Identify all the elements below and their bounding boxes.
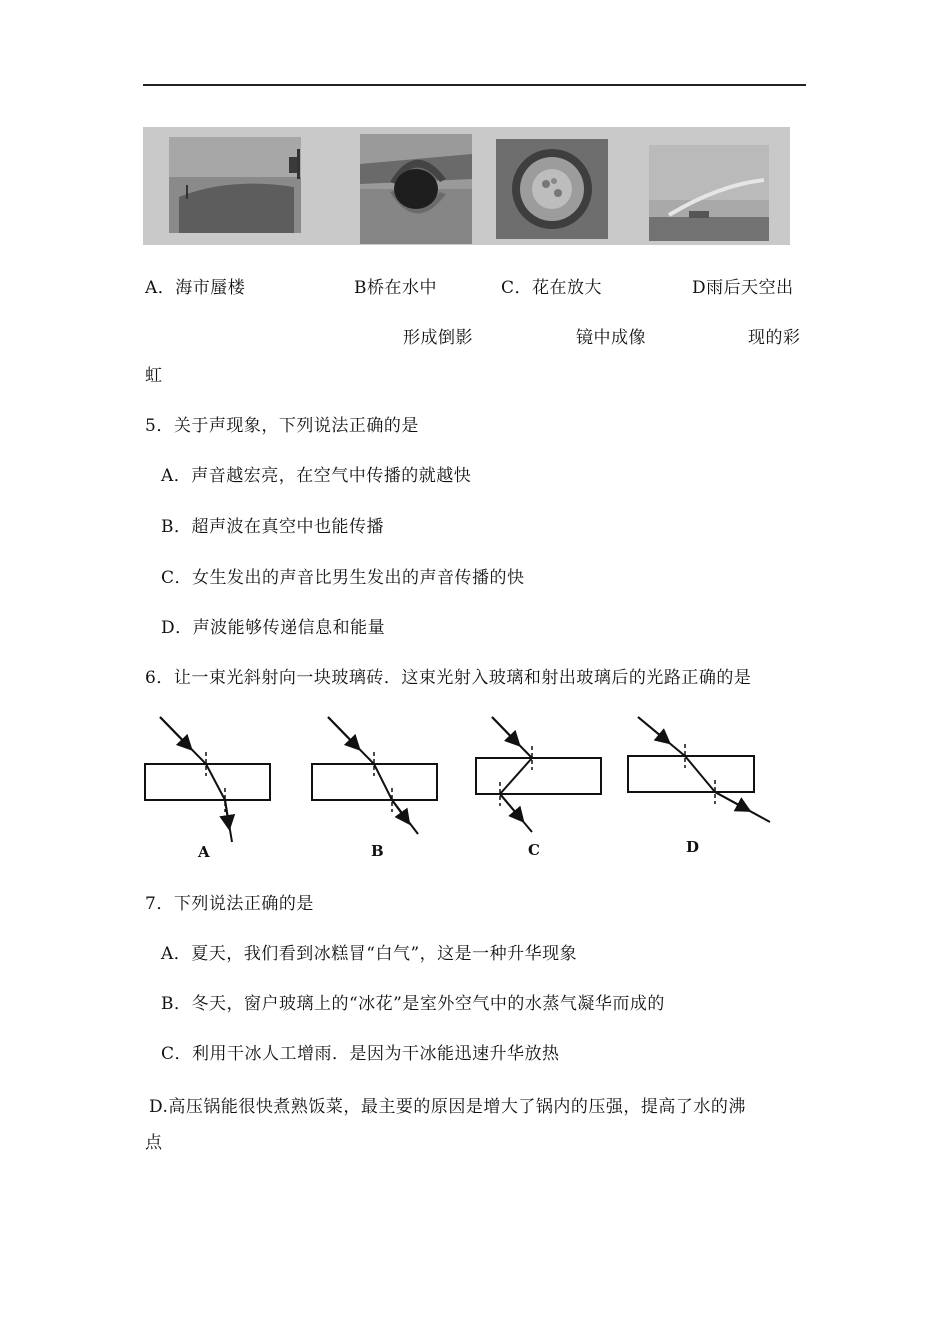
q7-option-c: C．利用干冰人工增雨．是因为干冰能迅速升华放热 (161, 1044, 560, 1064)
q7-option-b: B．冬天，窗户玻璃上的“冰花”是室外空气中的水蒸气凝华而成的 (161, 994, 665, 1014)
q5-stem: 5．关于声现象，下列说法正确的是 (145, 416, 419, 436)
caption-c-cont: 镜中成像 (576, 328, 646, 348)
caption-a: A．海市蜃楼 (145, 278, 246, 298)
caption-d: D雨后天空出 (692, 278, 794, 298)
q5-option-d: D．声波能够传递信息和能量 (161, 618, 386, 638)
diagram-label-c: C (528, 841, 540, 859)
q7-option-a: A．夏天，我们看到冰糕冒“白气”，这是一种升华现象 (161, 944, 578, 964)
diagram-label-d: D (686, 838, 700, 856)
rainbow-photo (649, 145, 769, 241)
diagram-d (628, 717, 770, 822)
q6-stem: 6．让一束光斜射向一块玻璃砖．这束光射入玻璃和射出玻璃后的光路正确的是 (145, 668, 752, 688)
diagram-label-a: A (198, 843, 210, 861)
q5-option-b: B．超声波在真空中也能传播 (161, 517, 384, 537)
q7-stem: 7．下列说法正确的是 (145, 894, 314, 914)
caption-c: C．花在放大 (501, 278, 603, 298)
caption-d-cont2: 虹 (145, 366, 163, 386)
diagram-a (145, 717, 270, 842)
magnifier-flower-photo (496, 139, 608, 239)
caption-b-cont: 形成倒影 (403, 328, 473, 348)
caption-b: B桥在水中 (354, 278, 437, 298)
header-rule (143, 84, 806, 86)
q5-option-c: C．女生发出的声音比男生发出的声音传播的快 (161, 568, 525, 588)
bridge-reflection-photo (360, 134, 472, 244)
diagram-label-b: B (371, 842, 384, 860)
q7-option-d-cont: 点 (145, 1133, 163, 1153)
diagram-b (312, 717, 437, 834)
photo-strip (143, 127, 790, 245)
q7-option-d: D.高压锅能很快煮熟饭菜，最主要的原因是增大了锅内的压强，提高了水的沸 (149, 1097, 746, 1117)
diagram-c (476, 717, 601, 832)
mirage-photo (169, 137, 301, 233)
q5-option-a: A．声音越宏亮，在空气中传播的就越快 (161, 466, 472, 486)
caption-d-cont: 现的彩 (748, 328, 801, 348)
